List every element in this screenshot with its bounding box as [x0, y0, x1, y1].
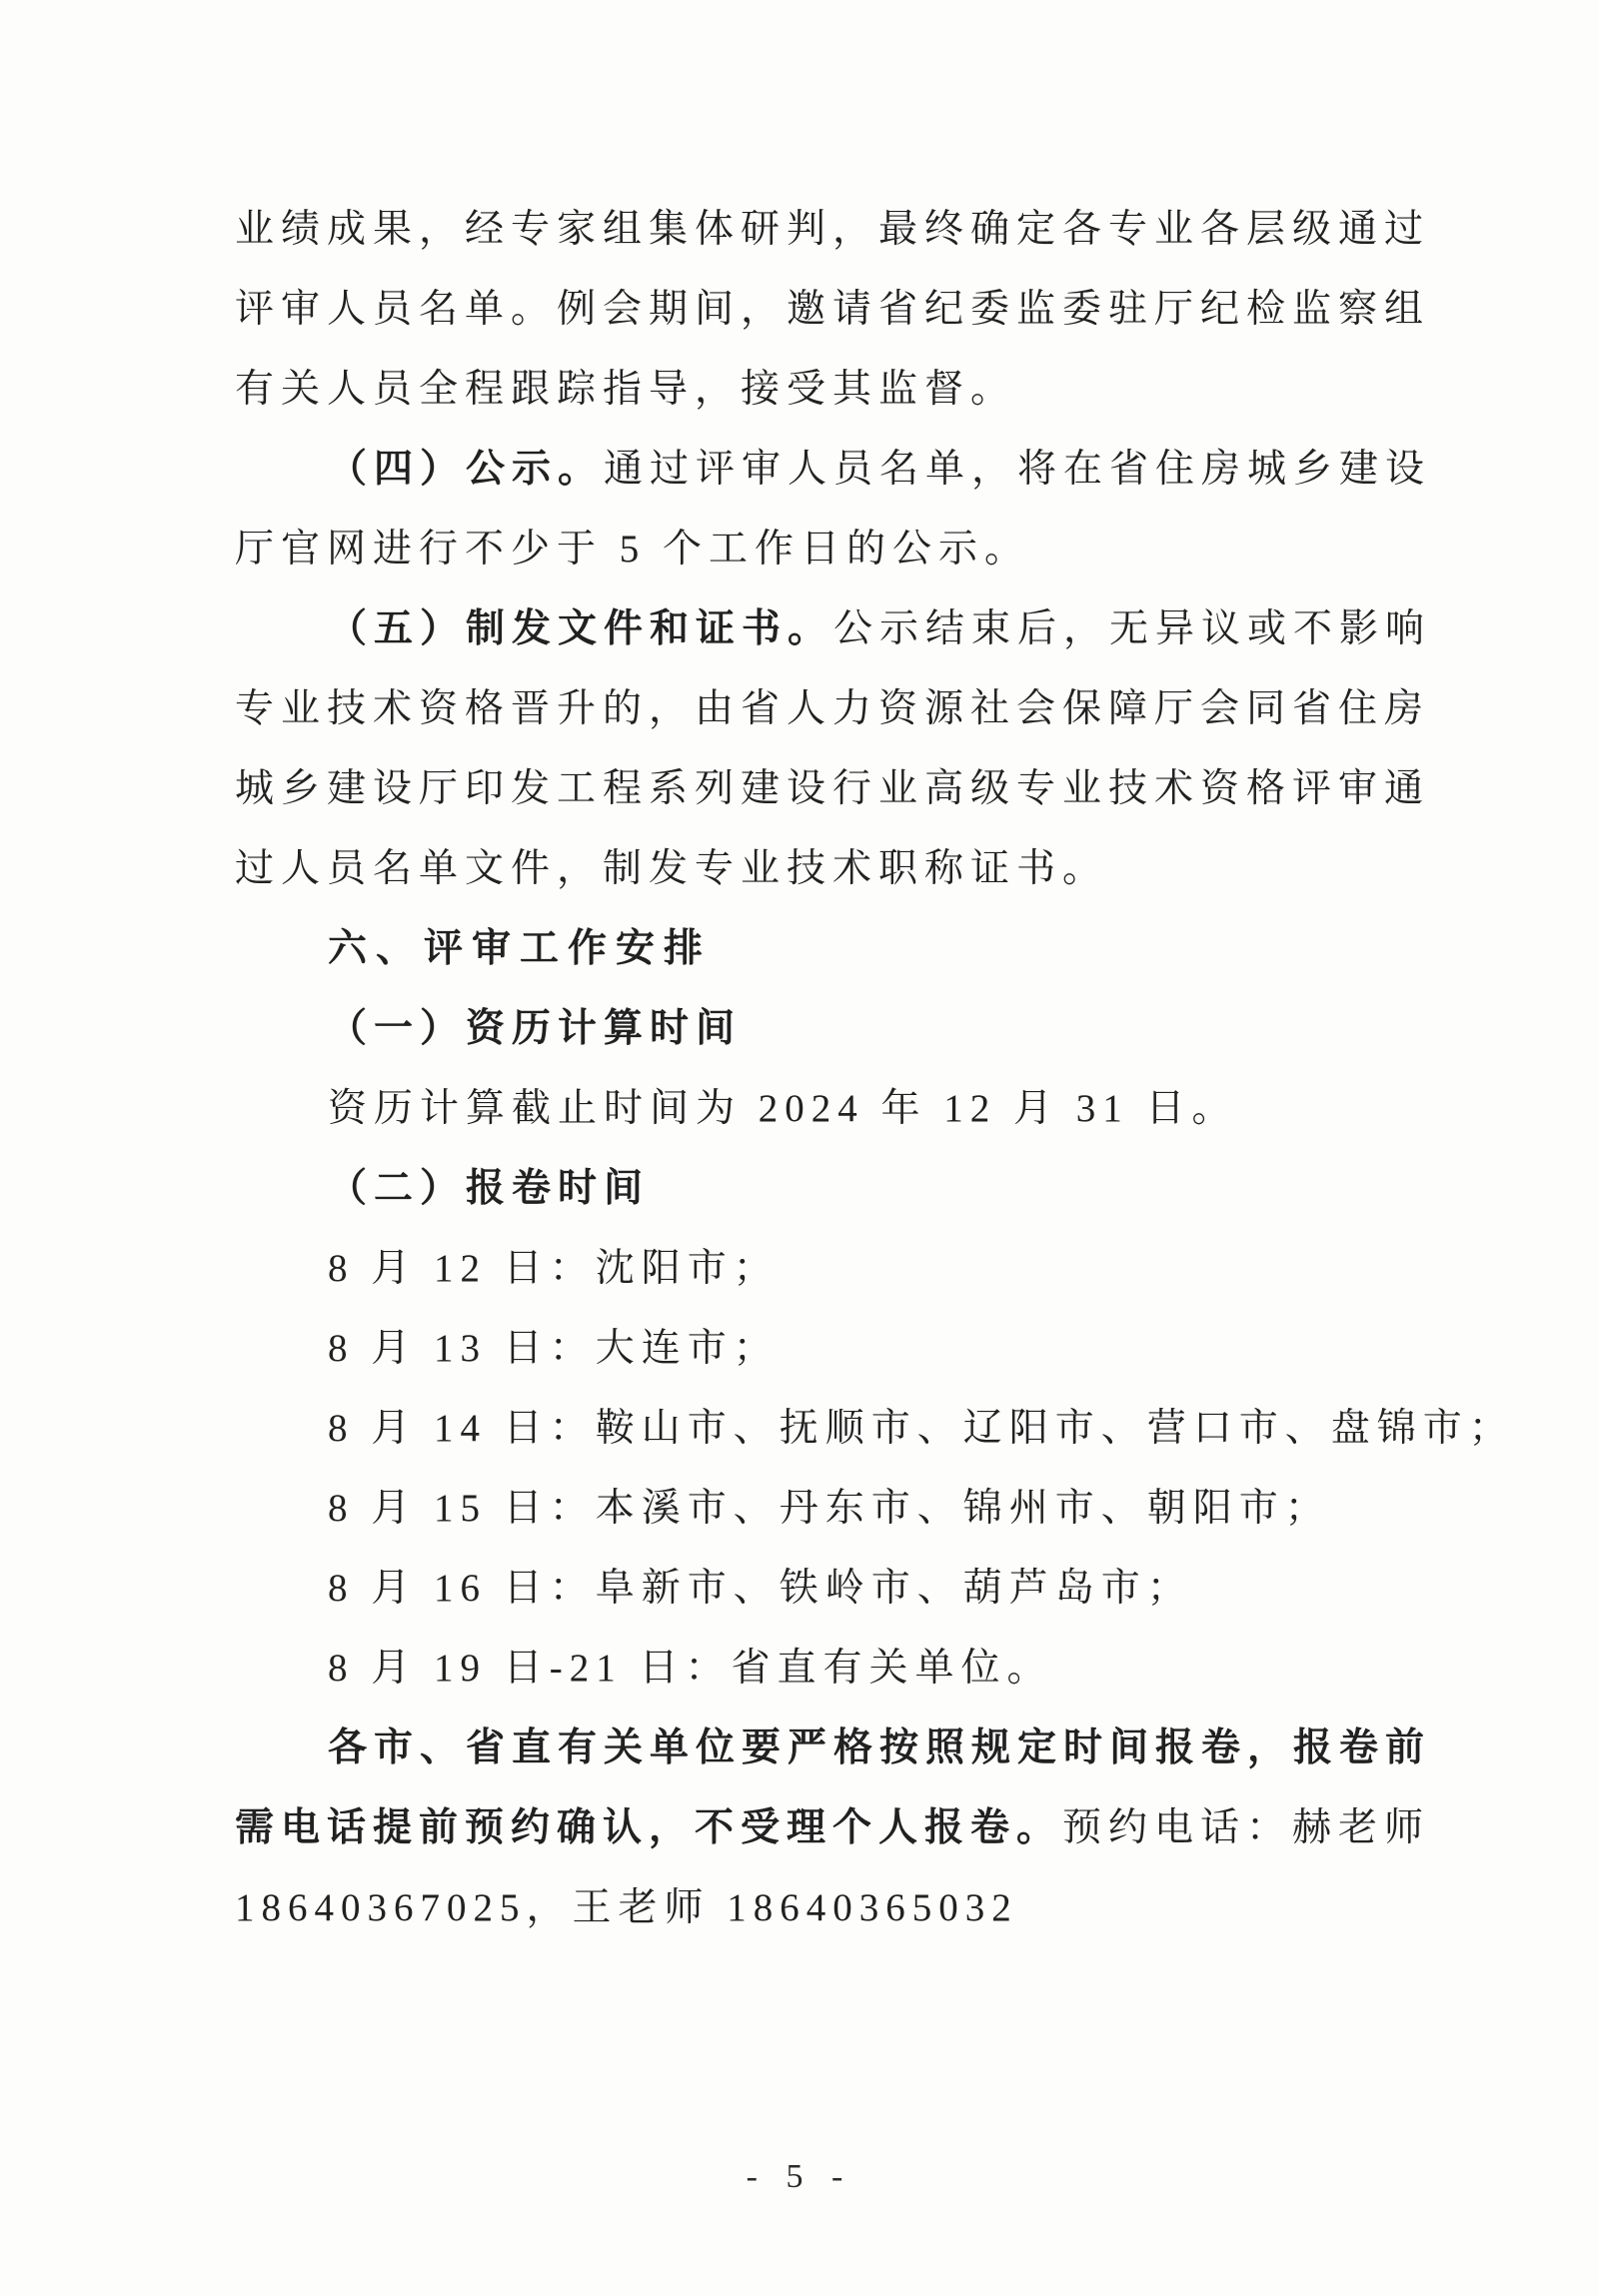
schedule-line — [235, 1469, 1444, 1549]
bold-lead-in: （四）公示。 — [328, 448, 605, 491]
paragraph-line — [235, 190, 1444, 270]
text-run: 业绩成果，经专家组集体研判，最终确定各专业各层级通过 — [235, 208, 1431, 251]
paragraph-line — [235, 1868, 1444, 1948]
text-run: 专业技术资格晋升的，由省人力资源社会保障厅会同省住房 — [235, 687, 1431, 730]
paragraph-line — [235, 829, 1444, 909]
paragraph-line — [235, 669, 1444, 749]
schedule-line — [235, 1229, 1444, 1309]
heading-text: 六、评审工作安排 — [328, 927, 713, 970]
schedule-line — [235, 1549, 1444, 1629]
paragraph-line — [235, 430, 1444, 510]
schedule-line — [235, 1389, 1515, 1469]
subsection-heading — [235, 989, 1444, 1069]
text-run: 18640367025，王老师 18640365032 — [235, 1886, 1018, 1929]
text-run: 8 月 13 日：大连市； — [328, 1327, 780, 1370]
heading-text: （一）资历计算时间 — [328, 1007, 743, 1050]
text-run: 8 月 15 日：本溪市、丹东市、锦州市、朝阳市； — [328, 1487, 1331, 1530]
bold-run: 各市、省直有关单位要严格按照规定时间报卷，报卷前 — [328, 1726, 1432, 1769]
bold-lead-in: （五）制发文件和证书。 — [328, 607, 834, 650]
text-run: 过人员名单文件，制发专业技术职称证书。 — [235, 847, 1109, 890]
paragraph-line — [235, 510, 1444, 589]
text-run: 资历计算截止时间为 2024 年 12 月 31 日。 — [328, 1087, 1238, 1130]
schedule-line — [235, 1309, 1444, 1389]
page-number: - 5 - — [746, 2158, 853, 2195]
text-run: 公示结束后，无异议或不影响 — [833, 607, 1432, 650]
text-run: 评审人员名单。例会期间，邀请省纪委监委驻厅纪检监察组 — [235, 288, 1431, 331]
text-run: 通过评审人员名单，将在省住房城乡建设 — [604, 448, 1432, 491]
text-run: 8 月 12 日：沈阳市； — [328, 1247, 780, 1290]
section-heading — [235, 909, 1444, 989]
text-run: 8 月 16 日：阜新市、铁岭市、葫芦岛市； — [328, 1567, 1193, 1610]
paragraph-line — [235, 350, 1444, 430]
paragraph-line — [235, 1069, 1444, 1149]
paragraph-line — [235, 1788, 1444, 1868]
subsection-heading — [235, 1149, 1444, 1229]
text-run: 城乡建设厅印发工程系列建设行业高级专业技术资格评审通 — [235, 767, 1431, 810]
paragraph-line — [235, 1709, 1444, 1788]
paragraph-line — [235, 749, 1444, 829]
document-body — [235, 190, 1515, 1948]
schedule-line — [235, 1629, 1444, 1709]
text-run: 预约电话：赫老师 — [1062, 1806, 1431, 1849]
paragraph-line — [235, 589, 1444, 669]
paragraph-line — [235, 270, 1444, 350]
text-run: 8 月 19 日-21 日：省直有关单位。 — [328, 1647, 1053, 1690]
text-run: 有关人员全程跟踪指导，接受其监督。 — [235, 368, 1017, 411]
text-run: 厅官网进行不少于 5 个工作日的公示。 — [235, 528, 1031, 571]
text-run: 8 月 14 日：鞍山市、抚顺市、辽阳市、营口市、盘锦市； — [328, 1407, 1515, 1450]
bold-run: 需电话提前预约确认，不受理个人报卷。 — [235, 1806, 1063, 1849]
heading-text: （二）报卷时间 — [328, 1167, 651, 1210]
